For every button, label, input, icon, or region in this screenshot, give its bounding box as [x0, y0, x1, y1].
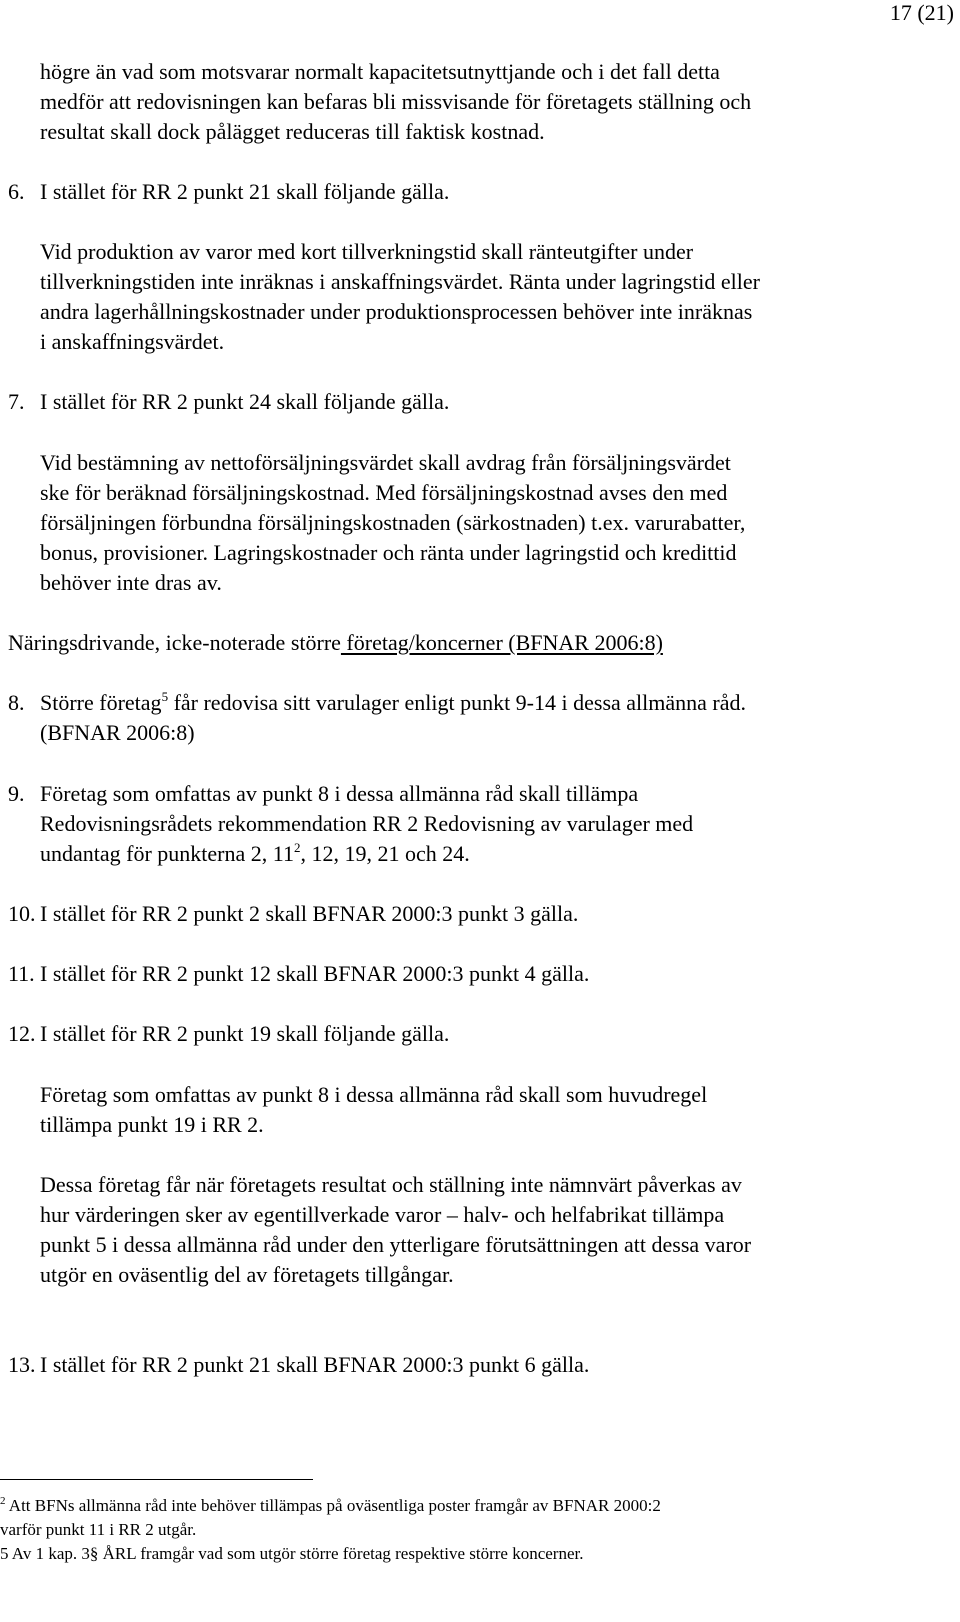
- item-number: 7.: [8, 389, 25, 414]
- item-number: 13.: [8, 1352, 36, 1377]
- item-line: (BFNAR 2006:8): [40, 720, 195, 745]
- item-heading: I stället för RR 2 punkt 24 skall följande gälla.: [40, 389, 450, 414]
- item-number: 11.: [8, 961, 35, 986]
- body-line: andra lagerhållningskostnader under produktionsprocessen behöver inte inräknas: [40, 299, 753, 324]
- body-line: Vid bestämning av nettoförsäljningsvärdet skall avdrag från försäljningsvärdet: [40, 450, 731, 475]
- item-line: Företag som omfattas av punkt 8 i dessa allmänna råd skall tillämpa: [40, 781, 639, 806]
- item-line: Redovisningsrådets rekommendation RR 2 Redovisning av varulager med: [40, 811, 694, 836]
- section-heading-prefix: Näringsdrivande, icke-noterade större: [8, 630, 341, 655]
- footnote-mark: 2: [0, 1495, 6, 1507]
- body-line: ske för beräknad försäljningskostnad. Med försäljningskostnad avses den med: [40, 480, 728, 505]
- body-line: punkt 5 i dessa allmänna råd under den ytterligare förutsättningen att dessa varor: [40, 1232, 752, 1257]
- body-line: behöver inte dras av.: [40, 570, 222, 595]
- footnote-2: [0, 1494, 661, 1517]
- item-heading: I stället för RR 2 punkt 21 skall följande gälla.: [40, 179, 450, 204]
- footnote-separator: [0, 1479, 313, 1480]
- intro-line: medför att redovisningen kan befaras bli missvisande för företagets ställning och: [40, 89, 752, 114]
- item-number: 12.: [8, 1021, 36, 1046]
- body-line: i anskaffningsvärdet.: [40, 329, 225, 354]
- body-line: bonus, provisioner. Lagringskostnader och ränta under lagringstid och kredittid: [40, 540, 737, 565]
- intro-line: högre än vad som motsvarar normalt kapacitetsutnyttjande och i det fall detta: [40, 59, 720, 84]
- item-number: 8.: [8, 690, 25, 715]
- body-line: försäljningen förbundna försäljningskostnaden (särkostnaden) t.ex. varurabatter,: [40, 510, 746, 535]
- item-line: I stället för RR 2 punkt 21 skall BFNAR 2000:3 punkt 6 gälla.: [40, 1352, 590, 1377]
- body-line: Företag som omfattas av punkt 8 i dessa allmänna råd skall som huvudregel: [40, 1082, 708, 1107]
- body-line: tillverkningstiden inte inräknas i anskaffningsvärdet. Ränta under lagringstid eller: [40, 269, 760, 294]
- body-line: tillämpa punkt 19 i RR 2.: [40, 1112, 264, 1137]
- footnote-ref: 5: [161, 689, 169, 704]
- item-heading: I stället för RR 2 punkt 19 skall följande gälla.: [40, 1021, 450, 1046]
- item-line: I stället för RR 2 punkt 2 skall BFNAR 2000:3 punkt 3 gälla.: [40, 901, 579, 926]
- body-line: Vid produktion av varor med kort tillverkningstid skall ränteutgifter under: [40, 239, 694, 264]
- footnote-ref: 2: [293, 840, 301, 855]
- item-text: undantag för punkterna 2, 11: [40, 841, 294, 866]
- footnote-2-cont: varför punkt 11 i RR 2 utgår.: [0, 1520, 197, 1539]
- body-line: Dessa företag får när företagets resultat och ställning inte nämnvärt påverkas av: [40, 1172, 742, 1197]
- item-text: , 12, 19, 21 och 24.: [300, 841, 470, 866]
- body-line: hur värderingen sker av egentillverkade varor – halv- och helfabrikat tillämpa: [40, 1202, 725, 1227]
- footnote-text: Att BFNs allmänna råd inte behöver tillämpas på oväsentliga poster framgår av BFNAR 2000:2: [5, 1496, 661, 1515]
- item-number: 9.: [8, 781, 25, 806]
- footnote-5: 5 Av 1 kap. 3§ ÅRL framgår vad som utgör större företag respektive större koncerner.: [0, 1544, 584, 1563]
- body-line: utgör en oväsentlig del av företagets tillgångar.: [40, 1262, 454, 1287]
- section-heading: [8, 628, 663, 658]
- section-heading-underlined: företag/koncerner (BFNAR 2006:8): [340, 630, 663, 655]
- intro-line: resultat skall dock pålägget reduceras till faktisk kostnad.: [40, 119, 545, 144]
- item-number: 10.: [8, 901, 36, 926]
- item-line: [40, 839, 470, 869]
- item-number: 6.: [8, 179, 25, 204]
- page-number: 17 (21): [889, 0, 954, 25]
- item-text: får redovisa sitt varulager enligt punkt 9-14 i dessa allmänna råd.: [168, 690, 746, 715]
- item-line: [40, 688, 746, 718]
- item-line: I stället för RR 2 punkt 12 skall BFNAR 2000:3 punkt 4 gälla.: [40, 961, 590, 986]
- item-text: Större företag: [40, 690, 162, 715]
